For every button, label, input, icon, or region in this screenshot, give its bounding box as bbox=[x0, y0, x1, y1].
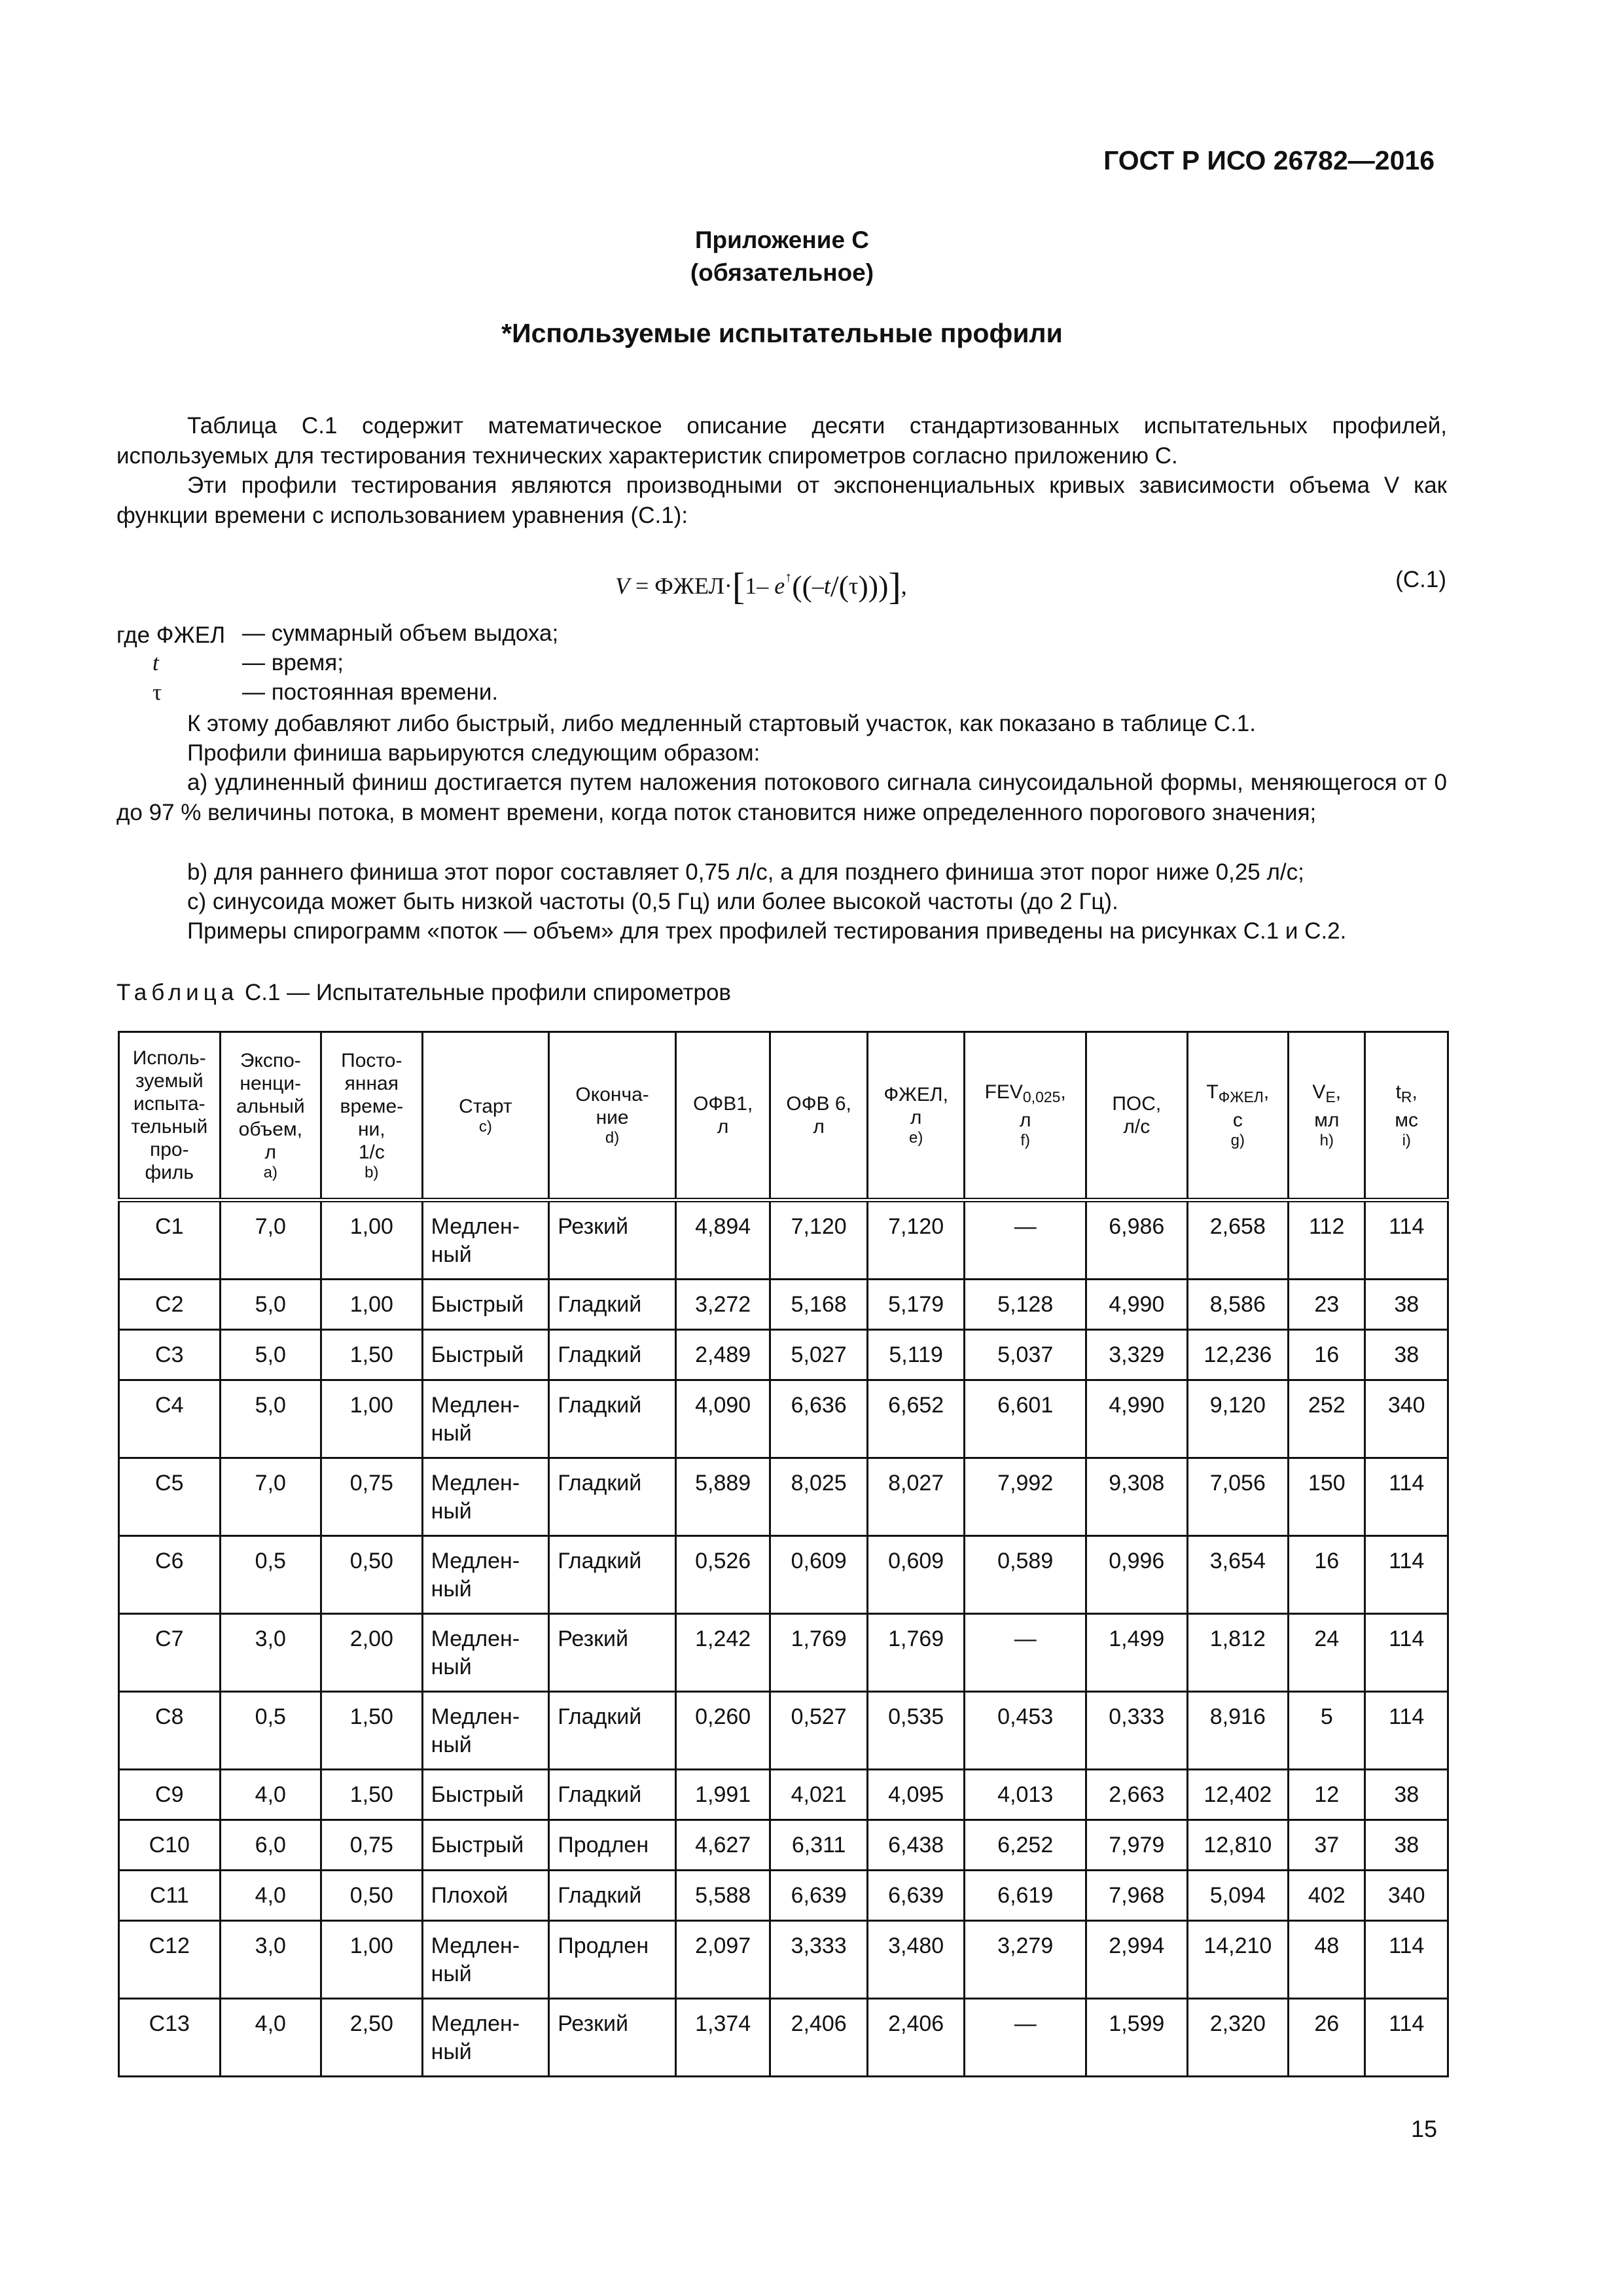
table-cell: С1 bbox=[119, 1200, 221, 1280]
table-cell: 1,374 bbox=[675, 1999, 770, 2077]
table-cell: 1,769 bbox=[867, 1614, 965, 1692]
table-cell: Гладкий bbox=[549, 1871, 676, 1921]
table-cell: 12 bbox=[1289, 1770, 1365, 1820]
table-cell: 1,00 bbox=[321, 1921, 423, 1999]
table-cell: 0,535 bbox=[867, 1692, 965, 1770]
column-header bbox=[321, 1032, 423, 1200]
column-header bbox=[867, 1032, 965, 1200]
table-row bbox=[119, 1614, 1448, 1692]
column-header-label: Старт bbox=[459, 1095, 512, 1117]
column-header-subscript: R bbox=[1400, 1088, 1412, 1105]
table-cell: 340 bbox=[1365, 1871, 1448, 1921]
table-cell: 38 bbox=[1365, 1820, 1448, 1871]
table-cell: 4,021 bbox=[770, 1770, 868, 1820]
table-cell: 114 bbox=[1365, 1200, 1448, 1280]
column-header-note: d) bbox=[605, 1129, 620, 1147]
table-cell: — bbox=[965, 1999, 1086, 2077]
table-cell: С11 bbox=[119, 1871, 221, 1921]
table-row bbox=[119, 1458, 1448, 1536]
table-cell: С12 bbox=[119, 1921, 221, 1999]
table-cell: 0,5 bbox=[220, 1692, 321, 1770]
table-cell: 5,128 bbox=[965, 1280, 1086, 1330]
column-header-label: V bbox=[1312, 1081, 1326, 1103]
table-cell: 1,242 bbox=[675, 1614, 770, 1692]
table-cell: 16 bbox=[1289, 1330, 1365, 1380]
table-cell: 3,272 bbox=[675, 1280, 770, 1330]
table-row bbox=[119, 1820, 1448, 1871]
table-cell: 24 bbox=[1289, 1614, 1365, 1692]
table-cell: 150 bbox=[1289, 1458, 1365, 1536]
table-cell: Медлен- ный bbox=[422, 1614, 549, 1692]
column-header-label: T bbox=[1206, 1081, 1219, 1103]
table-cell: 1,499 bbox=[1086, 1614, 1188, 1692]
column-header-label: ОФВ 6, л bbox=[786, 1093, 851, 1138]
section-title: *Используемые испытательные профили bbox=[501, 318, 1063, 348]
table-cell: 8,586 bbox=[1187, 1280, 1289, 1330]
table-cell: 2,489 bbox=[675, 1330, 770, 1380]
column-header-label: Экспо- ненци- альный объем, л bbox=[236, 1049, 305, 1163]
column-header-note: g) bbox=[1230, 1132, 1245, 1149]
table-cell: 38 bbox=[1365, 1280, 1448, 1330]
table-cell: 5,119 bbox=[867, 1330, 965, 1380]
table-cell: 9,120 bbox=[1187, 1380, 1289, 1458]
table-cell: 12,810 bbox=[1187, 1820, 1289, 1871]
column-header-note: b) bbox=[365, 1163, 379, 1181]
column-header bbox=[549, 1032, 676, 1200]
column-header-note: e) bbox=[908, 1129, 923, 1147]
column-header-note: c) bbox=[478, 1117, 492, 1136]
table-cell: 0,333 bbox=[1086, 1692, 1188, 1770]
table-cell: 5 bbox=[1289, 1692, 1365, 1770]
column-header-label: ОФВ1, л bbox=[693, 1093, 753, 1138]
table-cell: 5,179 bbox=[867, 1280, 965, 1330]
table-cell: 2,320 bbox=[1187, 1999, 1289, 2077]
appendix-status: (обязательное) bbox=[690, 259, 874, 286]
table-cell: 0,75 bbox=[321, 1820, 423, 1871]
table-cell: 37 bbox=[1289, 1820, 1365, 1871]
table-cell: Гладкий bbox=[549, 1280, 676, 1330]
column-header-label: Посто- янная време- ни, 1/с bbox=[340, 1049, 404, 1163]
table-cell: 6,0 bbox=[220, 1820, 321, 1871]
table-cell: С9 bbox=[119, 1770, 221, 1820]
table-cell: 114 bbox=[1365, 1692, 1448, 1770]
legend-text-tau: — постоянная времени. bbox=[242, 679, 499, 705]
table-cell: 0,609 bbox=[867, 1536, 965, 1614]
table-cell: 0,75 bbox=[321, 1458, 423, 1536]
table-cell: 2,00 bbox=[321, 1614, 423, 1692]
table-cell: 4,095 bbox=[867, 1770, 965, 1820]
table-cell: Резкий bbox=[549, 1614, 676, 1692]
table-cell: 0,527 bbox=[770, 1692, 868, 1770]
table-cell: 6,601 bbox=[965, 1380, 1086, 1458]
table-cell: Резкий bbox=[549, 1999, 676, 2077]
intro-paragraph-2: Эти профили тестирования являются производными от экспоненциальных кривых зависимости объема V как функции времени с использованием уравнения (С.1): bbox=[116, 473, 1447, 528]
table-cell: 3,0 bbox=[220, 1614, 321, 1692]
column-header bbox=[1086, 1032, 1188, 1200]
table-cell: 1,00 bbox=[321, 1380, 423, 1458]
table-cell: 0,526 bbox=[675, 1536, 770, 1614]
table-cell: 7,120 bbox=[770, 1200, 868, 1280]
table-cell: 4,0 bbox=[220, 1871, 321, 1921]
column-header bbox=[119, 1032, 221, 1200]
table-cell: Медлен- ный bbox=[422, 1921, 549, 1999]
table-cell: С10 bbox=[119, 1820, 221, 1871]
table-cell: Быстрый bbox=[422, 1280, 549, 1330]
body-line-2: Профили финиша варьируются следующим образом: bbox=[187, 740, 760, 766]
table-cell: 1,769 bbox=[770, 1614, 868, 1692]
table-cell: Медлен- ный bbox=[422, 1999, 549, 2077]
table-cell: Продлен bbox=[549, 1921, 676, 1999]
table-cell: 6,639 bbox=[770, 1871, 868, 1921]
column-header-label: Оконча- ние bbox=[575, 1084, 649, 1128]
column-header bbox=[675, 1032, 770, 1200]
table-cell: С3 bbox=[119, 1330, 221, 1380]
table-cell: 1,50 bbox=[321, 1770, 423, 1820]
column-header-unit: , мс bbox=[1395, 1081, 1419, 1131]
table-cell: Плохой bbox=[422, 1871, 549, 1921]
table-row bbox=[119, 1280, 1448, 1330]
document-header: ГОСТ Р ИСО 26782—2016 bbox=[1103, 145, 1435, 175]
column-header-note: f) bbox=[1020, 1132, 1031, 1149]
table-cell: 4,990 bbox=[1086, 1380, 1188, 1458]
table-cell: Быстрый bbox=[422, 1770, 549, 1820]
table-cell: 114 bbox=[1365, 1458, 1448, 1536]
column-header bbox=[220, 1032, 321, 1200]
appendix-title: Приложение С bbox=[694, 226, 870, 253]
table-cell: 7,056 bbox=[1187, 1458, 1289, 1536]
column-header-unit: , мл bbox=[1314, 1081, 1342, 1131]
table-cell: 23 bbox=[1289, 1280, 1365, 1330]
table-cell: 2,994 bbox=[1086, 1921, 1188, 1999]
table-cell: 7,968 bbox=[1086, 1871, 1188, 1921]
table-cell: 7,992 bbox=[965, 1458, 1086, 1536]
column-header bbox=[770, 1032, 868, 1200]
profiles-table bbox=[118, 1031, 1449, 2077]
table-cell: 38 bbox=[1365, 1770, 1448, 1820]
table-row bbox=[119, 1330, 1448, 1380]
table-cell: Медлен- ный bbox=[422, 1458, 549, 1536]
table-cell: 4,013 bbox=[965, 1770, 1086, 1820]
table-cell: 6,986 bbox=[1086, 1200, 1188, 1280]
table-row bbox=[119, 1692, 1448, 1770]
table-row bbox=[119, 1770, 1448, 1820]
table-cell: 5,588 bbox=[675, 1871, 770, 1921]
table-cell: Гладкий bbox=[549, 1692, 676, 1770]
table-cell: 4,0 bbox=[220, 1770, 321, 1820]
table-cell: 3,654 bbox=[1187, 1536, 1289, 1614]
table-cell: 6,652 bbox=[867, 1380, 965, 1458]
table-cell: Быстрый bbox=[422, 1820, 549, 1871]
table-cell: 8,027 bbox=[867, 1458, 965, 1536]
table-cell: 6,438 bbox=[867, 1820, 965, 1871]
table-row bbox=[119, 1921, 1448, 1999]
table-cell: Продлен bbox=[549, 1820, 676, 1871]
table-cell: — bbox=[965, 1614, 1086, 1692]
table-cell: С13 bbox=[119, 1999, 221, 2077]
table-cell: Гладкий bbox=[549, 1770, 676, 1820]
table-cell: 5,037 bbox=[965, 1330, 1086, 1380]
table-cell: Гладкий bbox=[549, 1330, 676, 1380]
table-cell: 402 bbox=[1289, 1871, 1365, 1921]
table-cell: Гладкий bbox=[549, 1380, 676, 1458]
formula-c1: V = ФЖЕЛ·[1– e↑((–t/(τ)))], bbox=[615, 565, 907, 607]
body-item-c: с) синусоида может быть низкой частоты (0,5 Гц) или более высокой частоты (до 2 Гц). bbox=[187, 889, 1118, 914]
table-row bbox=[119, 1999, 1448, 2077]
table-cell: 4,894 bbox=[675, 1200, 770, 1280]
table-cell: Резкий bbox=[549, 1200, 676, 1280]
table-cell: 1,00 bbox=[321, 1200, 423, 1280]
table-cell: 5,168 bbox=[770, 1280, 868, 1330]
table-cell: 0,50 bbox=[321, 1536, 423, 1614]
table-cell: 5,0 bbox=[220, 1280, 321, 1330]
table-cell: 8,025 bbox=[770, 1458, 868, 1536]
column-header-note: h) bbox=[1319, 1132, 1334, 1149]
table-cell: 12,402 bbox=[1187, 1770, 1289, 1820]
table-cell: 1,599 bbox=[1086, 1999, 1188, 2077]
table-cell: 2,50 bbox=[321, 1999, 423, 2077]
table-cell: 2,097 bbox=[675, 1921, 770, 1999]
table-cell: Быстрый bbox=[422, 1330, 549, 1380]
table-cell: 112 bbox=[1289, 1200, 1365, 1280]
table-cell: 114 bbox=[1365, 1536, 1448, 1614]
table-cell: 6,619 bbox=[965, 1871, 1086, 1921]
table-cell: 26 bbox=[1289, 1999, 1365, 2077]
table-cell: 5,027 bbox=[770, 1330, 868, 1380]
table-cell: Медлен- ный bbox=[422, 1200, 549, 1280]
table-cell: С6 bbox=[119, 1536, 221, 1614]
table-cell: 2,663 bbox=[1086, 1770, 1188, 1820]
table-cell: 5,889 bbox=[675, 1458, 770, 1536]
equation-number: (С.1) bbox=[1395, 567, 1446, 592]
table-cell: Гладкий bbox=[549, 1458, 676, 1536]
table-cell: 14,210 bbox=[1187, 1921, 1289, 1999]
column-header bbox=[1187, 1032, 1289, 1200]
page-number: 15 bbox=[1410, 2115, 1437, 2142]
table-cell: 0,609 bbox=[770, 1536, 868, 1614]
table-cell: 4,627 bbox=[675, 1820, 770, 1871]
column-header-subscript: ФЖЕЛ bbox=[1218, 1088, 1264, 1105]
table-cell: 1,812 bbox=[1187, 1614, 1289, 1692]
table-cell: 12,236 bbox=[1187, 1330, 1289, 1380]
table-cell: Медлен- ный bbox=[422, 1380, 549, 1458]
table-cell: Медлен- ный bbox=[422, 1536, 549, 1614]
table-cell: 5,094 bbox=[1187, 1871, 1289, 1921]
table-cell: — bbox=[965, 1200, 1086, 1280]
table-cell: 0,50 bbox=[321, 1871, 423, 1921]
column-header-unit: , л bbox=[1019, 1081, 1066, 1131]
table-cell: 114 bbox=[1365, 1921, 1448, 1999]
table-row bbox=[119, 1871, 1448, 1921]
table-cell: 7,979 bbox=[1086, 1820, 1188, 1871]
table-cell: 0,996 bbox=[1086, 1536, 1188, 1614]
table-cell: С8 bbox=[119, 1692, 221, 1770]
table-cell: Медлен- ный bbox=[422, 1692, 549, 1770]
table-cell: 0,5 bbox=[220, 1536, 321, 1614]
intro-paragraph-1: Таблица С.1 содержит математическое описание десяти стандартизованных испытательных профилей, используемых для тестирования технических характеристик спирометров согласно приложению С. bbox=[116, 413, 1447, 469]
column-header-label: Исполь- зуемый испыта- тельный про- филь bbox=[131, 1047, 208, 1183]
table-cell: 5,0 bbox=[220, 1380, 321, 1458]
column-header bbox=[965, 1032, 1086, 1200]
body-item-a: а) удлиненный финиш достигается путем наложения потокового сигнала синусоидальной формы, меняющегося от 0 до 97 % величины потока, в момент времени, когда поток становится ниже определенного порогового значения; bbox=[116, 770, 1447, 825]
table-cell: 5,0 bbox=[220, 1330, 321, 1380]
column-header-note: a) bbox=[263, 1163, 277, 1181]
table-cell: 7,0 bbox=[220, 1458, 321, 1536]
table-cell: 340 bbox=[1365, 1380, 1448, 1458]
column-header-label: ПОС, л/с bbox=[1112, 1093, 1162, 1138]
table-cell: 4,990 bbox=[1086, 1280, 1188, 1330]
table-row bbox=[119, 1200, 1448, 1280]
table-cell: С2 bbox=[119, 1280, 221, 1330]
table-cell: 4,0 bbox=[220, 1999, 321, 2077]
table-cell: 8,916 bbox=[1187, 1692, 1289, 1770]
table-cell: 2,406 bbox=[770, 1999, 868, 2077]
column-header bbox=[422, 1032, 549, 1200]
column-header bbox=[1289, 1032, 1365, 1200]
legend-text-t: — время; bbox=[242, 650, 344, 675]
column-header-label: t bbox=[1395, 1081, 1401, 1103]
table-cell: 3,480 bbox=[867, 1921, 965, 1999]
table-cell: 6,252 bbox=[965, 1820, 1086, 1871]
table-cell: 3,0 bbox=[220, 1921, 321, 1999]
table-cell: С7 bbox=[119, 1614, 221, 1692]
column-header bbox=[1365, 1032, 1448, 1200]
table-cell: Гладкий bbox=[549, 1536, 676, 1614]
table-cell: 3,329 bbox=[1086, 1330, 1188, 1380]
table-cell: 6,311 bbox=[770, 1820, 868, 1871]
table-cell: 4,090 bbox=[675, 1380, 770, 1458]
table-cell: 114 bbox=[1365, 1999, 1448, 2077]
table-cell: С5 bbox=[119, 1458, 221, 1536]
column-header-label: ФЖЕЛ, л bbox=[883, 1084, 948, 1128]
table-cell: 0,453 bbox=[965, 1692, 1086, 1770]
table-row bbox=[119, 1536, 1448, 1614]
table-cell: 0,260 bbox=[675, 1692, 770, 1770]
table-cell: 3,279 bbox=[965, 1921, 1086, 1999]
body-item-b: b) для раннего финиша этот порог составляет 0,75 л/с, а для позднего финиша этот порог ниже 0,25 л/с; bbox=[187, 859, 1304, 885]
table-cell: 9,308 bbox=[1086, 1458, 1188, 1536]
table-caption: Таблица С.1 — Испытательные профили спирометров bbox=[116, 980, 732, 1005]
table-cell: 1,00 bbox=[321, 1280, 423, 1330]
table-cell: 114 bbox=[1365, 1614, 1448, 1692]
table-cell: 1,991 bbox=[675, 1770, 770, 1820]
column-header-subscript: 0,025 bbox=[1022, 1088, 1061, 1105]
table-row bbox=[119, 1380, 1448, 1458]
table-cell: 2,658 bbox=[1187, 1200, 1289, 1280]
table-cell: 1,50 bbox=[321, 1330, 423, 1380]
table-cell: 252 bbox=[1289, 1380, 1365, 1458]
table-cell: 0,589 bbox=[965, 1536, 1086, 1614]
column-header-label: FEV bbox=[984, 1081, 1023, 1103]
legend-sym-fvc: где ФЖЕЛ bbox=[116, 622, 226, 648]
legend-text-fvc: — суммарный объем выдоха; bbox=[242, 620, 559, 646]
table-cell: 2,406 bbox=[867, 1999, 965, 2077]
table-header-row bbox=[119, 1032, 1448, 1200]
table-cell: 6,639 bbox=[867, 1871, 965, 1921]
body-line-3: Примеры спирограмм «поток — объем» для трех профилей тестирования приведены на рисунках С.1 и С.2. bbox=[187, 918, 1347, 944]
table-cell: 16 bbox=[1289, 1536, 1365, 1614]
legend-sym-tau: τ bbox=[152, 679, 162, 705]
table-cell: 7,120 bbox=[867, 1200, 965, 1280]
body-line-1: К этому добавляют либо быстрый, либо медленный стартовый участок, как показано в таблице С.1. bbox=[187, 711, 1256, 736]
column-header-unit: , с bbox=[1232, 1081, 1270, 1131]
legend-sym-t: t bbox=[152, 650, 159, 675]
table-cell: 3,333 bbox=[770, 1921, 868, 1999]
table-cell: 38 bbox=[1365, 1330, 1448, 1380]
table-cell: С4 bbox=[119, 1380, 221, 1458]
table-cell: 48 bbox=[1289, 1921, 1365, 1999]
column-header-note: i) bbox=[1402, 1132, 1411, 1149]
table-cell: 1,50 bbox=[321, 1692, 423, 1770]
table-cell: 6,636 bbox=[770, 1380, 868, 1458]
column-header-subscript: E bbox=[1325, 1088, 1336, 1105]
table-cell: 7,0 bbox=[220, 1200, 321, 1280]
